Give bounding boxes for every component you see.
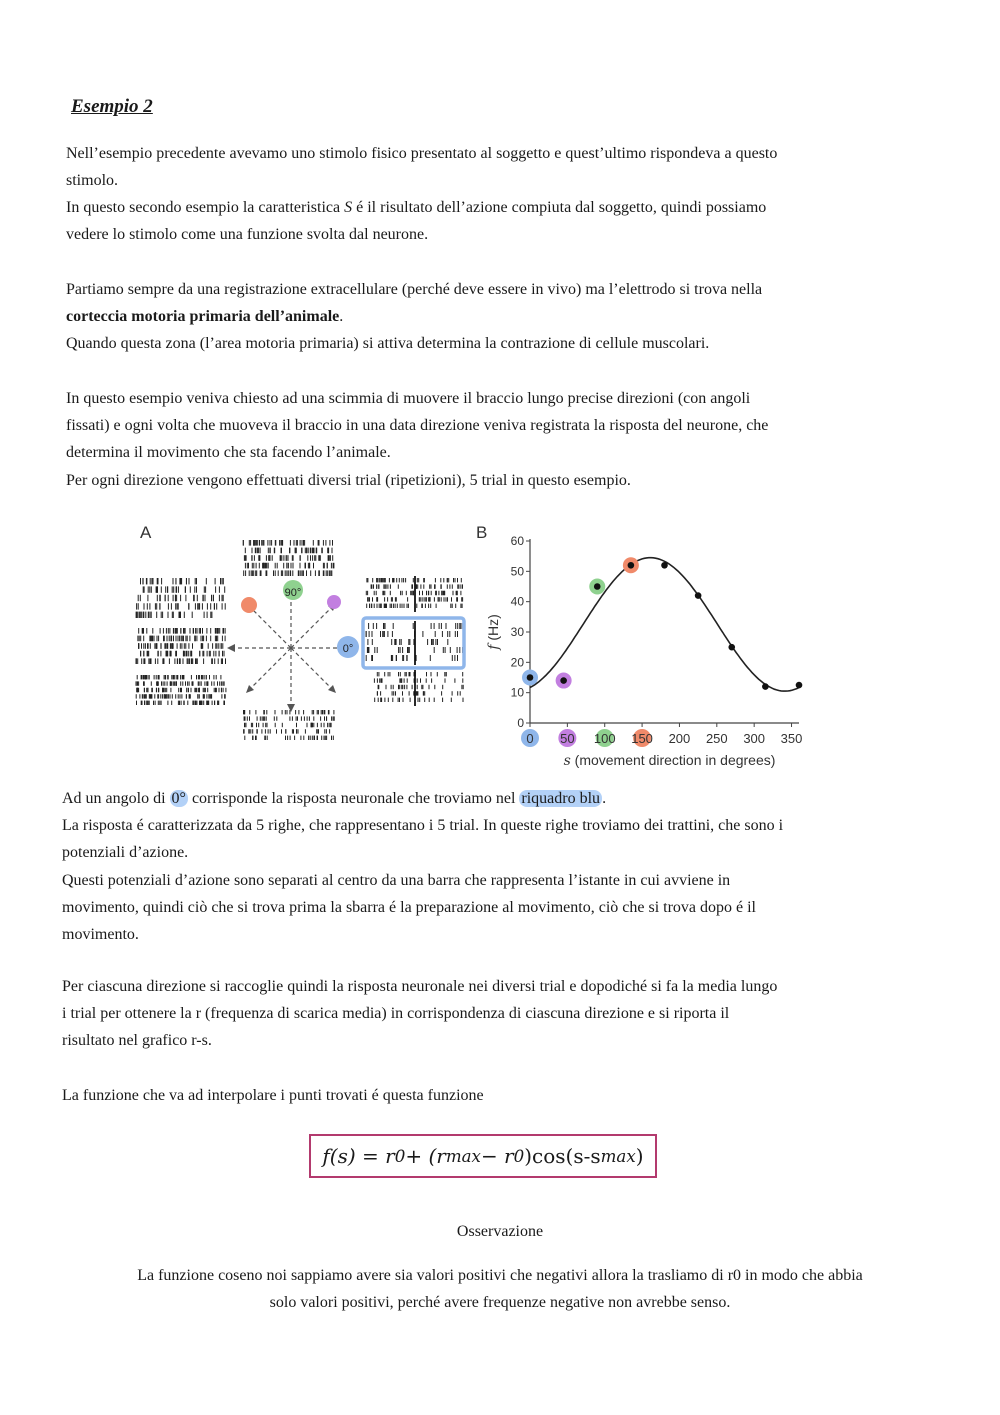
paragraph-intro — [66, 140, 906, 194]
text-run: . — [602, 790, 607, 807]
formula-subscript: 0 — [394, 1146, 406, 1166]
text-line: La funzione coseno noi sappiamo avere sia valori positivi che negativi allora la trasliamo di r0 in modo che abbia — [137, 1267, 863, 1284]
y-tick-label: 0 — [517, 716, 524, 730]
section-heading: Esempio 2 — [71, 96, 153, 117]
highlight-dot-orange — [241, 597, 257, 613]
tuning-curve-chart — [485, 534, 802, 769]
raster-block — [136, 675, 226, 705]
x-axis-label-unit: (movement direction in degrees) — [570, 752, 776, 768]
raster-block — [244, 710, 335, 740]
text-line: Nell’esempio precedente avevamo uno stimolo fisico presentato al soggetto e quest’ultimo rispondeva a questo — [66, 145, 778, 162]
text-line: Per ciascuna direzione si raccoglie quindi la risposta neuronale nei diversi trial e dopodiché si fa la media lungo — [62, 978, 778, 995]
y-axis-label-unit: (Hz) — [485, 614, 501, 645]
paragraph-averaging — [62, 973, 902, 1055]
text-line: Questi potenziali d’azione sono separati al centro da una barra che rappresenta l’istante in cui avviene in — [62, 871, 731, 889]
x-tick-label: 100 — [593, 731, 616, 746]
observation-title: Osservazione — [456, 1223, 544, 1240]
x-tick-label: 0 — [526, 731, 534, 746]
text-line: Partiamo sempre da una registrazione extracellulare (perché deve essere in vivo) ma l’elettrodo si trova nella — [66, 281, 763, 298]
paragraph-second-example — [66, 194, 906, 248]
paragraph-recording — [66, 276, 906, 358]
formula-part: ) — [635, 1144, 644, 1168]
paragraph-zero-angle — [62, 785, 902, 948]
raster-block — [366, 621, 463, 665]
text-line: determina il movimento che sta facendo l’animale. — [66, 444, 391, 462]
text-line: vedere lo stimolo come una funzione svolta dal neurone. — [66, 226, 429, 244]
y-tick-label: 60 — [510, 534, 524, 548]
highlight-blue-box: riquadro blu — [521, 790, 601, 807]
data-point — [762, 683, 769, 690]
y-axis-label — [485, 614, 502, 651]
text-run: . — [339, 308, 344, 326]
paragraph-interpolation — [62, 1082, 902, 1109]
y-tick-label: 50 — [510, 564, 524, 579]
text-line — [66, 194, 906, 221]
raster-block — [136, 628, 226, 664]
text-run: corrisponde la risposta neuronale che troviamo nel — [187, 790, 520, 807]
text-line: movimento. — [62, 926, 139, 944]
figure-raster-and-tuning — [128, 515, 818, 775]
cosine-tuning-formula — [309, 1134, 657, 1178]
text-line: La risposta é caratterizzata da 5 righe, che rappresentano i 5 trial. In queste righe troviamo dei trattini, che sono i — [62, 817, 784, 835]
data-point — [695, 592, 702, 599]
text-line — [66, 303, 906, 330]
x-tick-label: 300 — [743, 731, 766, 746]
data-point — [628, 562, 635, 569]
highlight-zero-degrees: 0° — [171, 790, 186, 807]
x-tick-label: 50 — [560, 731, 575, 746]
angle-label-90: 90° — [284, 587, 302, 599]
x-tick-label: 200 — [668, 731, 691, 746]
observation-text — [0, 1262, 1000, 1316]
x-axis-label-var: s — [563, 753, 571, 769]
data-point — [527, 674, 534, 681]
text-line: stimolo. — [66, 172, 119, 190]
formula-cos: )cos(s-s — [524, 1144, 601, 1168]
raster-block — [366, 576, 462, 612]
formula-part: + (r — [405, 1144, 446, 1168]
formula-subscript: max — [445, 1146, 481, 1166]
data-point — [728, 644, 735, 651]
panel-b-label: B — [476, 523, 488, 542]
raster-block — [136, 578, 225, 618]
data-point — [594, 583, 601, 590]
text-line: risultato nel grafico r-s. — [62, 1032, 212, 1050]
text-run: In questo secondo esempio la caratteristica — [66, 199, 345, 216]
text-line: In questo esempio veniva chiesto ad una scimmia di muovere il braccio lungo precise direzioni (con angoli — [66, 390, 751, 407]
x-axis-label — [564, 752, 776, 769]
y-axis-label-var: f — [486, 644, 502, 650]
text-line: solo valori positivi, perché avere frequenze negative non avrebbe senso. — [269, 1294, 731, 1312]
y-tick-label: 40 — [510, 594, 524, 609]
paragraph-monkey-task — [66, 385, 906, 494]
data-point — [661, 562, 668, 569]
x-tick-label: 250 — [705, 731, 728, 746]
raster-block — [243, 540, 334, 576]
formula-lhs: f(s) = r — [322, 1144, 395, 1168]
highlight-dot-purple — [327, 595, 341, 609]
y-tick-label: 10 — [510, 685, 524, 700]
text-line: i trial per ottenere la r (frequenza di scarica media) in corrispondenza di ciascuna direzione e si riporta il — [62, 1005, 730, 1023]
formula-subscript: 0 — [513, 1146, 525, 1166]
variable-s: S — [344, 199, 353, 216]
panel-a-label: A — [140, 523, 152, 542]
text-line — [62, 785, 902, 812]
text-line: movimento, quindi ciò che si trova prima la sbarra é la preparazione al movimento, ciò che si trova dopo é il — [62, 898, 756, 916]
formula-subscript: max — [600, 1146, 636, 1166]
cosine-fit-curve — [530, 558, 799, 691]
text-run: Ad un angolo di — [62, 790, 170, 807]
formula-part: − r — [480, 1144, 514, 1168]
text-line: fissati) e ogni volta che muoveva il braccio in una data direzione veniva registrata la risposta del neurone, che — [66, 417, 769, 435]
y-tick-label: 20 — [510, 655, 524, 670]
raster-plots — [136, 540, 463, 740]
angle-label-0: 0° — [342, 643, 354, 655]
text-line: La funzione che va ad interpolare i punti trovati é questa funzione — [62, 1087, 484, 1104]
data-point — [560, 677, 567, 684]
y-tick-label: 30 — [510, 625, 524, 639]
text-line: potenziali d’azione. — [62, 844, 189, 862]
x-tick-label: 150 — [631, 731, 653, 746]
raster-block — [374, 670, 463, 706]
data-point — [796, 682, 803, 689]
text-line: Per ogni direzione vengono effettuati diversi trial (ripetizioni), 5 trial in questo esempio. — [66, 471, 631, 489]
text-line: Quando questa zona (l’area motoria primaria) si attiva determina la contrazione di cellule muscolari. — [66, 335, 710, 353]
text-run: é il risultato dell’azione compiuta dal soggetto, quindi possiamo — [352, 199, 767, 216]
bold-term: corteccia motoria primaria dell’animale — [66, 308, 340, 326]
x-tick-label: 350 — [780, 731, 803, 746]
